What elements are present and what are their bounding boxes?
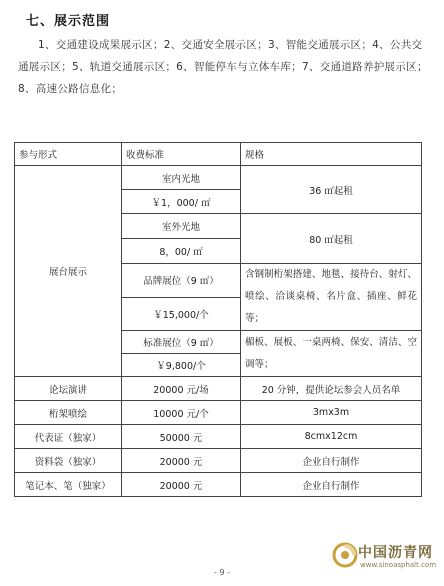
fee-cell: 标准展位（9 ㎡） xyxy=(122,331,241,354)
spec-cell: 3mx3m xyxy=(241,401,422,425)
fee-cell: 室外光地 xyxy=(122,214,241,239)
table-row xyxy=(15,401,422,425)
booth-label: 展台展示 xyxy=(15,166,122,377)
spec-cell: 楣板、展板、一桌两椅、保安、清洁、空调等； xyxy=(241,331,422,377)
swirl-icon xyxy=(332,542,358,568)
fee-cell: 品牌展位（9 ㎡） xyxy=(122,264,241,298)
fee-cell: 50000 元 xyxy=(122,425,241,449)
spec-cell: 8cmx12cm xyxy=(241,425,422,449)
fee-cell: ￥9,800/个 xyxy=(122,354,241,377)
table-row xyxy=(15,425,422,449)
form-cell: 笔记本、笔（独家） xyxy=(15,473,122,497)
fee-cell: 20000 元 xyxy=(122,449,241,473)
spec-cell: 20 分钟，提供论坛参会人员名单 xyxy=(241,377,422,401)
table-row xyxy=(15,377,422,401)
form-cell: 资料袋（独家） xyxy=(15,449,122,473)
table-row xyxy=(15,473,422,497)
table-header-row xyxy=(15,143,422,166)
spec-cell: 36 ㎡起租 xyxy=(241,166,422,214)
fee-cell: ￥1，000/ ㎡ xyxy=(122,190,241,214)
header-spec: 规格 xyxy=(241,143,422,166)
section-heading: 七、展示范围 xyxy=(26,14,111,29)
fee-cell: ￥15,000/个 xyxy=(122,297,241,331)
header-form: 参与形式 xyxy=(15,143,122,166)
spec-cell: 80 ㎡起租 xyxy=(241,214,422,264)
spec-cell: 企业自行制作 xyxy=(241,449,422,473)
header-fee: 收费标准 xyxy=(122,143,241,166)
watermark-url: www.sinoasphalt.com xyxy=(360,561,437,569)
fee-cell: 10000 元/个 xyxy=(122,401,241,425)
table-row xyxy=(15,166,422,190)
spec-cell: 企业自行制作 xyxy=(241,473,422,497)
section-paragraph: 1、交通建设成果展示区；2、交通安全展示区；3、智能交通展示区；4、公共交通展示区；5、轨道交通展示区；6、智能停车与立体车库；7、交通道路养护展示区；8、高速公路信息化； xyxy=(18,39,428,95)
form-cell: 论坛演讲 xyxy=(15,377,122,401)
fee-cell: 20000 元 xyxy=(122,473,241,497)
spec-cell: 含钢制桁架搭建、地毯、接待台、射灯、喷绘、洽谈桌椅、名片盒、插座、鲜花等； xyxy=(241,264,422,331)
form-cell: 代表证（独家） xyxy=(15,425,122,449)
fee-cell: 8，00/ ㎡ xyxy=(122,239,241,264)
fee-cell: 20000 元/场 xyxy=(122,377,241,401)
fee-cell: 室内光地 xyxy=(122,166,241,190)
table-row xyxy=(15,449,422,473)
form-cell: 桁架喷绘 xyxy=(15,401,122,425)
page-number: - 9 - xyxy=(214,568,230,577)
fee-table xyxy=(14,142,422,497)
watermark-name: 中国沥青网 xyxy=(358,545,433,561)
